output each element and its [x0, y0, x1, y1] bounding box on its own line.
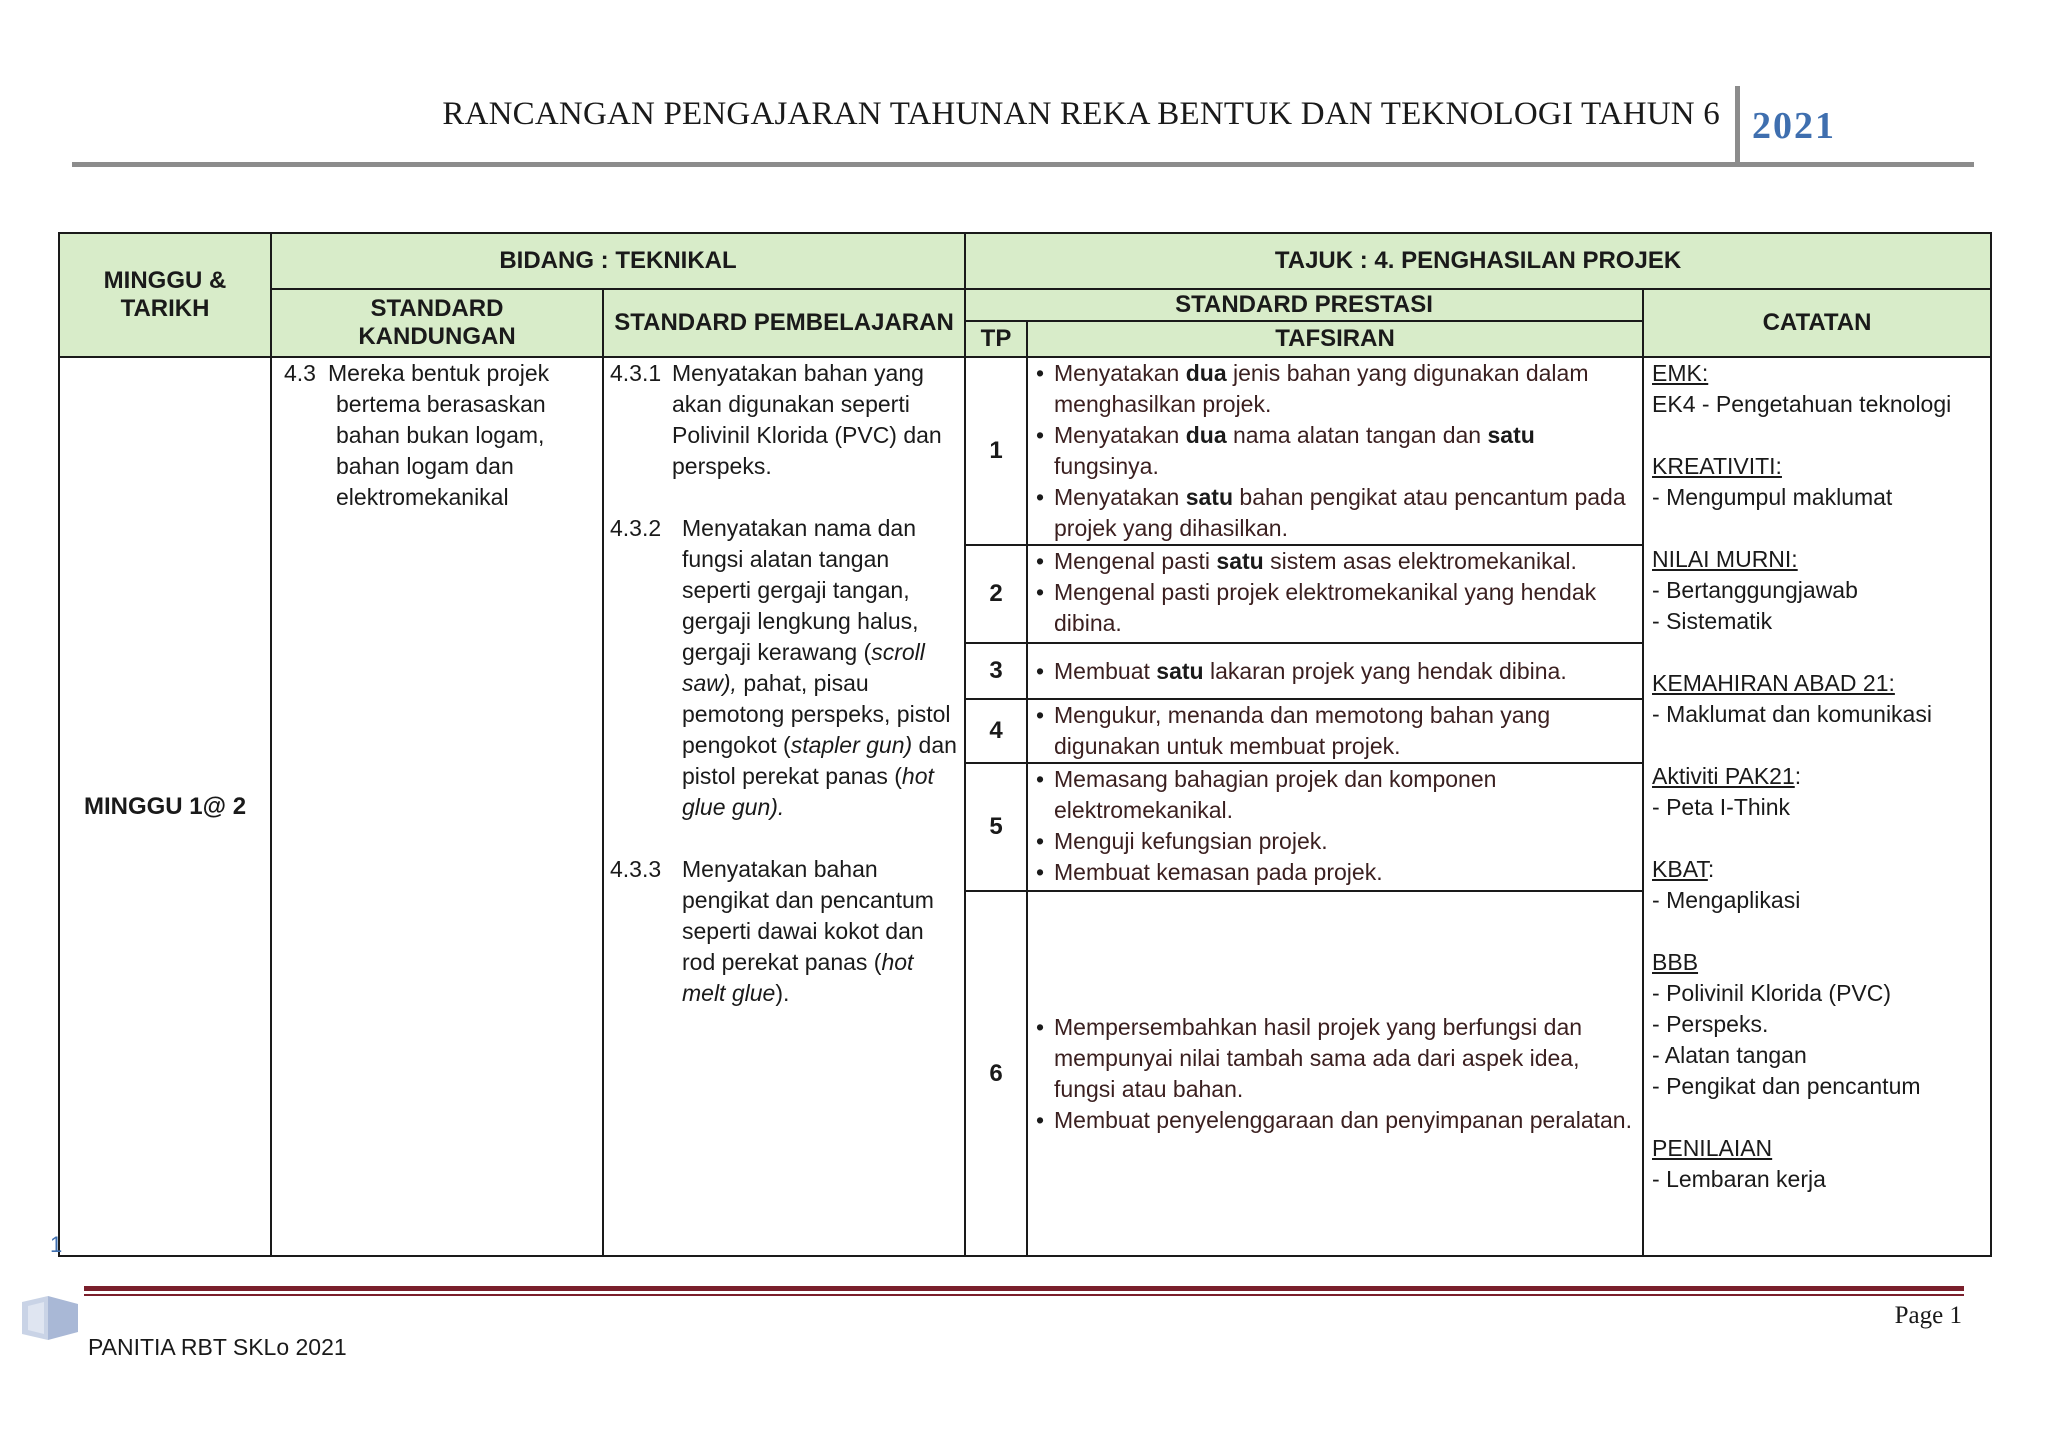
catatan-line: - Mengumpul maklumat	[1652, 484, 1893, 510]
sp-text: Menyatakan bahan yang akan digunakan seperti Polivinil Klorida (PVC) dan perspeks.	[672, 360, 942, 479]
catatan-heading: Aktiviti PAK21:	[1652, 763, 1802, 789]
catatan-group	[1652, 854, 1984, 916]
catatan-line: - Maklumat dan komunikasi	[1652, 701, 1932, 727]
tafsiran-item: • Mengenal pasti satu sistem asas elektromekanikal.	[1036, 546, 1636, 577]
catatan-group	[1652, 544, 1984, 637]
catatan-cell	[1643, 357, 1991, 1256]
tafsiran-item: • Menyatakan satu bahan pengikat atau pencantum pada projek yang dihasilkan.	[1036, 482, 1636, 544]
footer-page-number: Page 1	[1894, 1302, 1962, 1329]
tp-level-3: 3	[965, 643, 1027, 699]
catatan-heading: EMK:	[1652, 360, 1709, 386]
catatan-group	[1652, 761, 1984, 823]
header-week: MINGGU & TARIKH	[59, 233, 271, 357]
tafsiran-item: • Mengenal pasti projek elektromekanikal yang hendak dibina.	[1036, 577, 1636, 639]
catatan-heading: PENILAIAN	[1652, 1135, 1773, 1161]
catatan-group	[1652, 358, 1984, 420]
catatan-line: - Bertanggungjawab	[1652, 577, 1858, 603]
sp-item-4-3-3	[610, 854, 958, 1009]
tafsiran-tp-6	[1027, 891, 1643, 1256]
catatan-line: - Peta I-Think	[1652, 794, 1791, 820]
sp-text: Menyatakan bahan pengikat dan pencantum seperti dawai kokot dan rod perekat panas (hot melt glue).	[682, 856, 934, 1006]
sp-number: 4.3.1	[610, 360, 662, 386]
header-bidang: BIDANG : TEKNIKAL	[271, 233, 965, 289]
tafsiran-tp-3	[1027, 643, 1643, 699]
sk-line: bahan bukan logam,	[336, 422, 545, 448]
tafsiran-tp-1	[1027, 357, 1643, 545]
tafsiran-item: • Mempersembahkan hasil projek yang berfungsi dan mempunyai nilai tambah sama ada dari aspek idea, fungsi atau bahan.	[1036, 1012, 1636, 1105]
sp-item-4-3-2	[610, 513, 958, 823]
tp-level-5: 5	[965, 763, 1027, 891]
tafsiran-item: • Membuat kemasan pada projek.	[1036, 857, 1636, 888]
tp-level-6: 6	[965, 891, 1027, 1256]
footer-rule-thin	[84, 1294, 1964, 1296]
catatan-heading: KBAT:	[1652, 856, 1715, 882]
tafsiran-tp-5	[1027, 763, 1643, 891]
header-rule	[72, 162, 1974, 167]
catatan-line: - Pengikat dan pencantum	[1652, 1073, 1921, 1099]
tafsiran-item: • Membuat penyelenggaraan dan penyimpanan peralatan.	[1036, 1105, 1636, 1136]
catatan-group	[1652, 668, 1984, 730]
header-catatan: CATATAN	[1643, 289, 1991, 357]
catatan-line: - Lembaran kerja	[1652, 1166, 1826, 1192]
catatan-line: - Perspeks.	[1652, 1011, 1769, 1037]
tafsiran-tp-2	[1027, 545, 1643, 643]
catatan-line: - Sistematik	[1652, 608, 1773, 634]
tafsiran-item: • Membuat satu lakaran projek yang hendak dibina.	[1036, 656, 1636, 687]
sp-number: 4.3.3	[610, 856, 662, 882]
header-tajuk: TAJUK : 4. PENGHASILAN PROJEK	[965, 233, 1991, 289]
tp-level-1: 1	[965, 357, 1027, 545]
tafsiran-item: • Memasang bahagian projek dan komponen elektromekanikal.	[1036, 764, 1636, 826]
header-standard-pembelajaran: STANDARD PEMBELAJARAN	[603, 289, 965, 357]
catatan-group	[1652, 451, 1984, 513]
document-year: 2021	[1752, 105, 1836, 147]
tafsiran-item: • Menguji kefungsian projek.	[1036, 826, 1636, 857]
header-tafsiran: TAFSIRAN	[1027, 321, 1643, 357]
sp-number: 4.3.2	[610, 515, 662, 541]
page-index-number: 1	[50, 1232, 63, 1257]
standard-pembelajaran-cell	[603, 357, 965, 1256]
catatan-line: EK4 - Pengetahuan teknologi	[1652, 391, 1952, 417]
catatan-group	[1652, 1133, 1984, 1195]
tafsiran-tp-4	[1027, 699, 1643, 763]
header-standard-kandungan: STANDARD KANDUNGAN	[271, 289, 603, 357]
header-tp: TP	[965, 321, 1027, 357]
footer-organization: PANITIA RBT SKLo 2021	[88, 1334, 347, 1360]
tafsiran-item: • Menyatakan dua nama alatan tangan dan satu fungsinya.	[1036, 420, 1636, 482]
logo-icon	[18, 1290, 86, 1346]
catatan-heading: KEMAHIRAN ABAD 21:	[1652, 670, 1895, 696]
header-separator	[1735, 86, 1740, 166]
catatan-heading: KREATIVITI:	[1652, 453, 1782, 479]
catatan-heading: BBB	[1652, 949, 1699, 975]
catatan-line: - Polivinil Klorida (PVC)	[1652, 980, 1892, 1006]
sk-line: bertema berasaskan	[336, 391, 546, 417]
sp-item-4-3-1	[610, 358, 958, 482]
catatan-line: - Mengaplikasi	[1652, 887, 1801, 913]
footer-rule	[84, 1286, 1964, 1291]
tafsiran-item: • Menyatakan dua jenis bahan yang digunakan dalam menghasilkan projek.	[1036, 358, 1636, 420]
catatan-heading: NILAI MURNI:	[1652, 546, 1798, 572]
header-standard-prestasi: STANDARD PRESTASI	[965, 289, 1643, 321]
sk-line: bahan logam dan	[336, 453, 514, 479]
lesson-plan-table	[58, 232, 1992, 1257]
catatan-group	[1652, 947, 1984, 1102]
sk-line: elektromekanikal	[336, 484, 509, 510]
standard-kandungan-cell	[271, 357, 603, 1256]
sk-line: Mereka bentuk projek	[328, 360, 550, 386]
week-cell: MINGGU 1@ 2	[59, 357, 271, 1256]
sk-number: 4.3	[284, 360, 316, 386]
tafsiran-item: • Mengukur, menanda dan memotong bahan yang digunakan untuk membuat projek.	[1036, 700, 1636, 762]
tp-level-4: 4	[965, 699, 1027, 763]
document-title: RANCANGAN PENGAJARAN TAHUNAN REKA BENTUK DAN TEKNOLOGI TAHUN 6	[442, 96, 1720, 132]
sp-text: Menyatakan nama dan fungsi alatan tangan seperti gergaji tangan, gergaji lengkung halus, gergaji kerawang (scroll saw), pahat, pisau pemotong perspeks, pistol pengokot (stapler gun) dan pistol perekat panas (hot glue gun).	[682, 515, 957, 820]
tp-level-2: 2	[965, 545, 1027, 643]
catatan-line: - Alatan tangan	[1652, 1042, 1807, 1068]
